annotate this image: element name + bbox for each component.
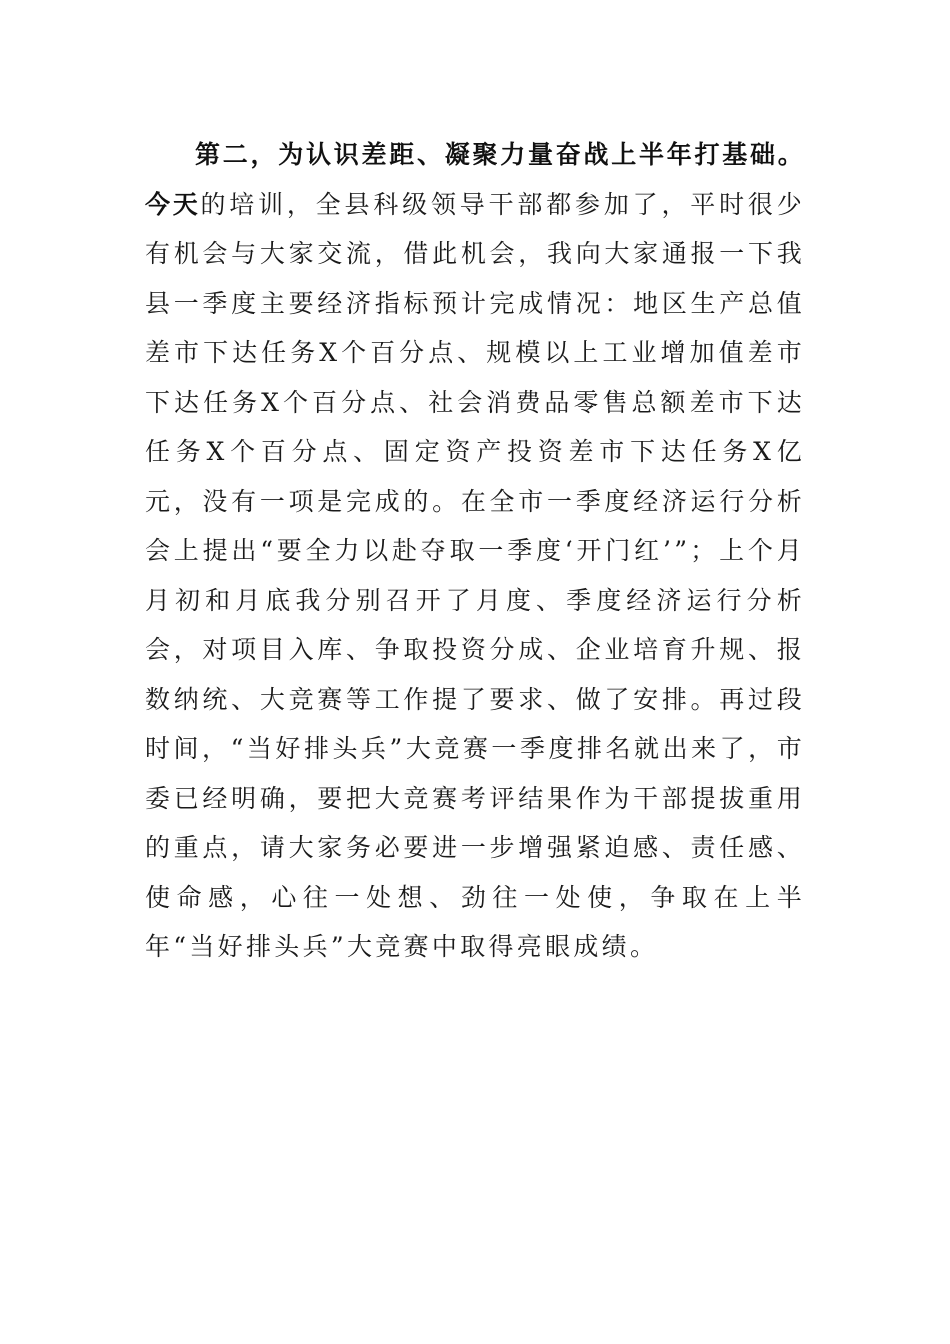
body-paragraph bbox=[145, 130, 805, 972]
paragraph-body-text: 的培训，全县科级领导干部都参加了，平时很少有机会与大家交流，借此机会，我向大家通报一下我县一季度主要经济指标预计完成情况：地区生产总值差市下达任务X个百分点、规模以上工业增加值差市下达任务X个百分点、社会消费品零售总额差市下达任务X个百分点、固定资产投资差市下达任务X亿元，没有一项是完成的。在全市一季度经济运行分析会上提出“要全力以赴夺取一季度‘开门红’”；上个月月初和月底我分别召开了月度、季度经济运行分析会，对项目入库、争取投资分成、企业培育升规、报数纳统、大竞赛等工作提了要求、做了安排。再过段时间，“当好排头兵”大竞赛一季度排名就出来了，市委已经明确，要把大竞赛考评结果作为干部提拔重用的重点，请大家务必要进一步增强紧迫感、责任感、使命感，心往一处想、劲往一处使，争取在上半年“当好排头兵”大竞赛中取得亮眼成绩。 bbox=[145, 189, 805, 961]
paragraph-lead-heading: 第二，为认识差距、凝聚力量奋战上半年打基础。今天 bbox=[145, 140, 805, 219]
